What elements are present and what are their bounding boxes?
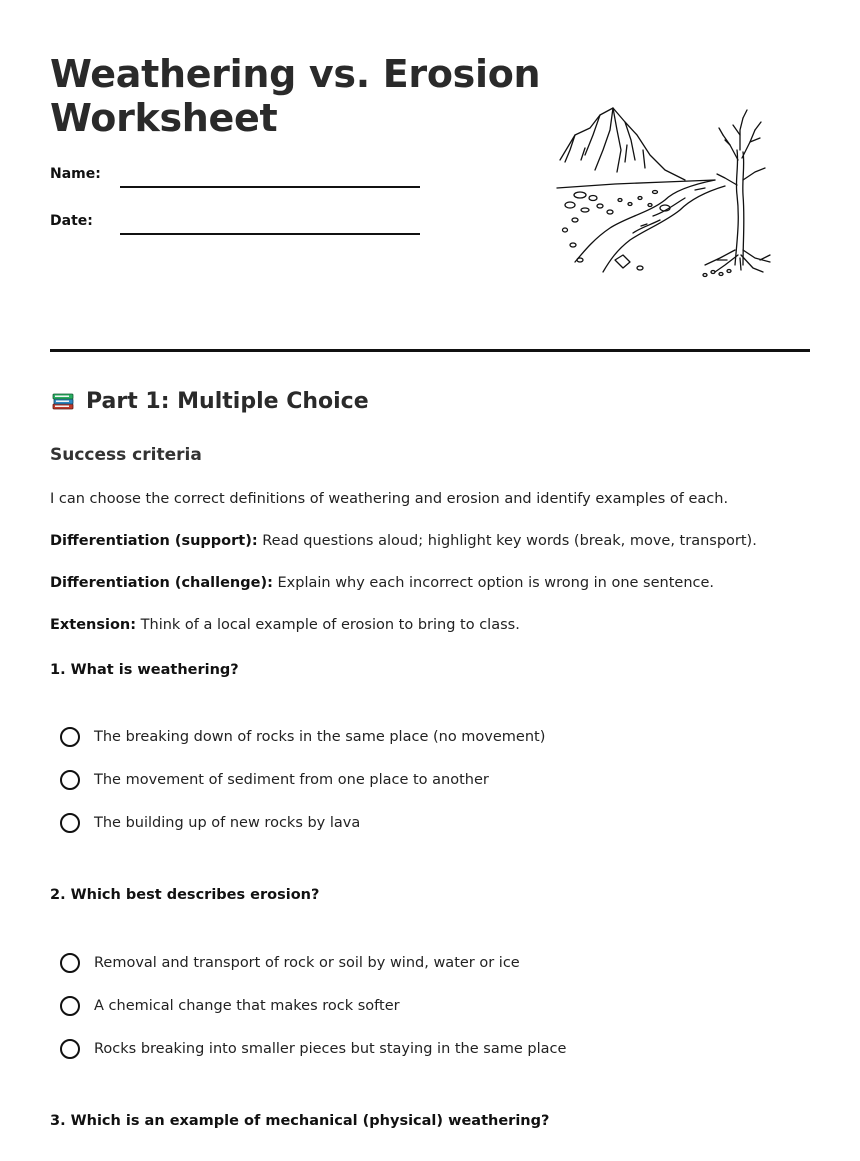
page-title [50,52,540,140]
extension [50,617,520,633]
differentiation-support [50,533,757,549]
differentiation-challenge [50,575,714,591]
question-1: 1. What is weathering? [50,662,239,678]
radio-button[interactable] [60,813,80,833]
landscape-illustration [555,100,785,285]
part1-heading [50,388,369,414]
q2-option-2[interactable] [60,996,400,1016]
part1-heading-text: Part 1: Multiple Choice [86,388,369,414]
title-line-1: Weathering vs. Erosion [50,52,541,96]
support-label: Differentiation (support): [50,533,258,549]
option-label: A chemical change that makes rock softer [94,998,400,1014]
option-label: The movement of sediment from one place to another [94,772,489,788]
books-icon [50,388,76,414]
q1-option-2[interactable] [60,770,489,790]
section-divider [50,349,810,352]
extension-text: Think of a local example of erosion to bring to class. [136,617,520,633]
option-label: The breaking down of rocks in the same place (no movement) [94,729,546,745]
radio-button[interactable] [60,996,80,1016]
radio-button[interactable] [60,727,80,747]
radio-button[interactable] [60,953,80,973]
q2-option-3[interactable] [60,1039,566,1059]
radio-button[interactable] [60,1039,80,1059]
date-label: Date: [50,213,93,229]
q2-option-1[interactable] [60,953,520,973]
question-2: 2. Which best describes erosion? [50,887,320,903]
date-field-line[interactable] [120,233,420,235]
option-label: Rocks breaking into smaller pieces but staying in the same place [94,1041,567,1057]
q1-option-1[interactable] [60,727,545,747]
challenge-label: Differentiation (challenge): [50,575,273,591]
name-field-line[interactable] [120,186,420,188]
option-label: The building up of new rocks by lava [94,815,361,831]
challenge-text: Explain why each incorrect option is wrong in one sentence. [272,575,715,591]
question-3: 3. Which is an example of mechanical (physical) weathering? [50,1113,550,1129]
extension-label: Extension: [50,617,137,633]
support-text: Read questions aloud; highlight key words (break, move, transport). [257,533,757,549]
title-line-2: Worksheet [50,96,278,140]
radio-button[interactable] [60,770,80,790]
q1-option-3[interactable] [60,813,360,833]
success-criteria-heading: Success criteria [50,445,202,465]
option-label: Removal and transport of rock or soil by wind, water or ice [94,955,520,971]
success-criteria-text: I can choose the correct definitions of weathering and erosion and identify examples of each. [50,491,729,507]
name-label: Name: [50,166,101,182]
